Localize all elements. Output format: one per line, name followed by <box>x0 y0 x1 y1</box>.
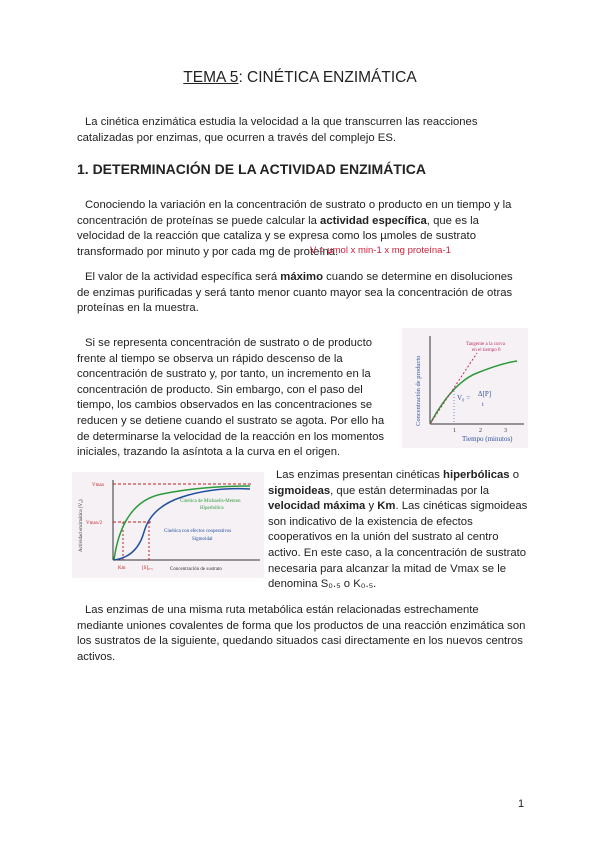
svg-text:Sigmoidal: Sigmoidal <box>192 537 213 542</box>
svg-text:Tangente a la curva: Tangente a la curva <box>466 342 505 347</box>
svg-text:Vmax: Vmax <box>92 483 105 488</box>
svg-text:Cinética de Michaelis-Menten: Cinética de Michaelis-Menten <box>180 499 241 504</box>
product-time-figure <box>402 328 528 448</box>
svg-text:Actividad enzimática (V₀): Actividad enzimática (V₀) <box>79 499 84 552</box>
svg-text:t: t <box>482 402 484 408</box>
svg-text:Cinética con efectos cooperati: Cinética con efectos cooperativos <box>164 529 232 534</box>
formula: V = µmol x min-1 x mg proteína-1 <box>310 245 451 256</box>
svg-text:Concentración de producto: Concentración de producto <box>415 355 422 426</box>
product-curve <box>430 361 517 424</box>
paragraph-maximo: El valor de la actividad específica será máximo cuando se determine en disoluciones de enzimas purificadas y será tanto menor cuanto mayor sea la concentración de otras proteínas en la muestra. <box>77 271 513 315</box>
svg-text:en el tiempo 0: en el tiempo 0 <box>472 348 501 353</box>
svg-text:Vmax/2: Vmax/2 <box>86 521 103 526</box>
svg-text:Concentración de sustrato: Concentración de sustrato <box>170 567 222 572</box>
page-number: 1 <box>518 798 525 810</box>
svg-text:[S]₀.₅: [S]₀.₅ <box>142 566 153 571</box>
svg-text:1: 1 <box>453 428 456 434</box>
svg-text:Δ[P]: Δ[P] <box>478 390 492 398</box>
section-heading: 1. DETERMINACIÓN DE LA ACTIVIDAD ENZIMÁTICA <box>77 161 426 177</box>
svg-text:Tiempo (minutos): Tiempo (minutos) <box>462 435 513 443</box>
paragraph-tiempo: Si se representa concentración de sustrato o de producto frente al tiempo se observa un rápido descenso de la concentración de sustrato y, por tanto, un incremento en la concentración de producto. Sin embargo, con el paso del tiempo, los cambios observados en las concentraciones se reducen y se detiene cuando el sustrato se agota. Por ello ha de determinarse la velocidad de la reacción en los momentos iniciales, trazando la asíntota a la curva en el origen. <box>77 337 385 459</box>
paragraph-cineticas: Las enzimas presentan cinéticas hiperbólicas o sigmoideas, que están determinadas por la velocidad máxima y Km. Las cinéticas sigmoideas son indicativo de la existencia de efectos cooperativos en la unión del sustrato al centro activo. En este caso, a la concentración de sustrato necesaria para alcanzar la mitad de Vmax se le denomina S₀.₅ o K₀.₅. <box>268 469 528 591</box>
kinetics-figure <box>72 472 264 578</box>
paragraph-rutas: Las enzimas de una misma ruta metabólica están relacionadas estrechamente mediante uniones covalentes de forma que los productos de una reacción enzimática son los sustratos de la siguiente, quedando situados casi directamente en los nuevos centros activos. <box>77 604 526 663</box>
svg-text:Hiperbólica: Hiperbólica <box>200 506 224 511</box>
intro-paragraph: La cinética enzimática estudia la velocidad a la que transcurren las reacciones catalizadas por enzimas, que ocurren a través del complejo ES. <box>77 116 478 144</box>
svg-text:2: 2 <box>479 428 482 434</box>
page-title: TEMA 5: CINÉTICA ENZIMÁTICA <box>183 69 417 86</box>
svg-text:V₀ =: V₀ = <box>457 394 471 402</box>
svg-text:Km: Km <box>118 566 126 571</box>
paragraph-actividad: Conociendo la variación en la concentración de sustrato o producto en un tiempo y la concentración de proteínas se puede calcular la actividad específica, que es la velocidad de la reacción que cataliza y se expresa como los µmoles de sustrato transformado por minuto y por cada mg de proteína. <box>77 199 512 258</box>
svg-text:3: 3 <box>504 428 507 434</box>
